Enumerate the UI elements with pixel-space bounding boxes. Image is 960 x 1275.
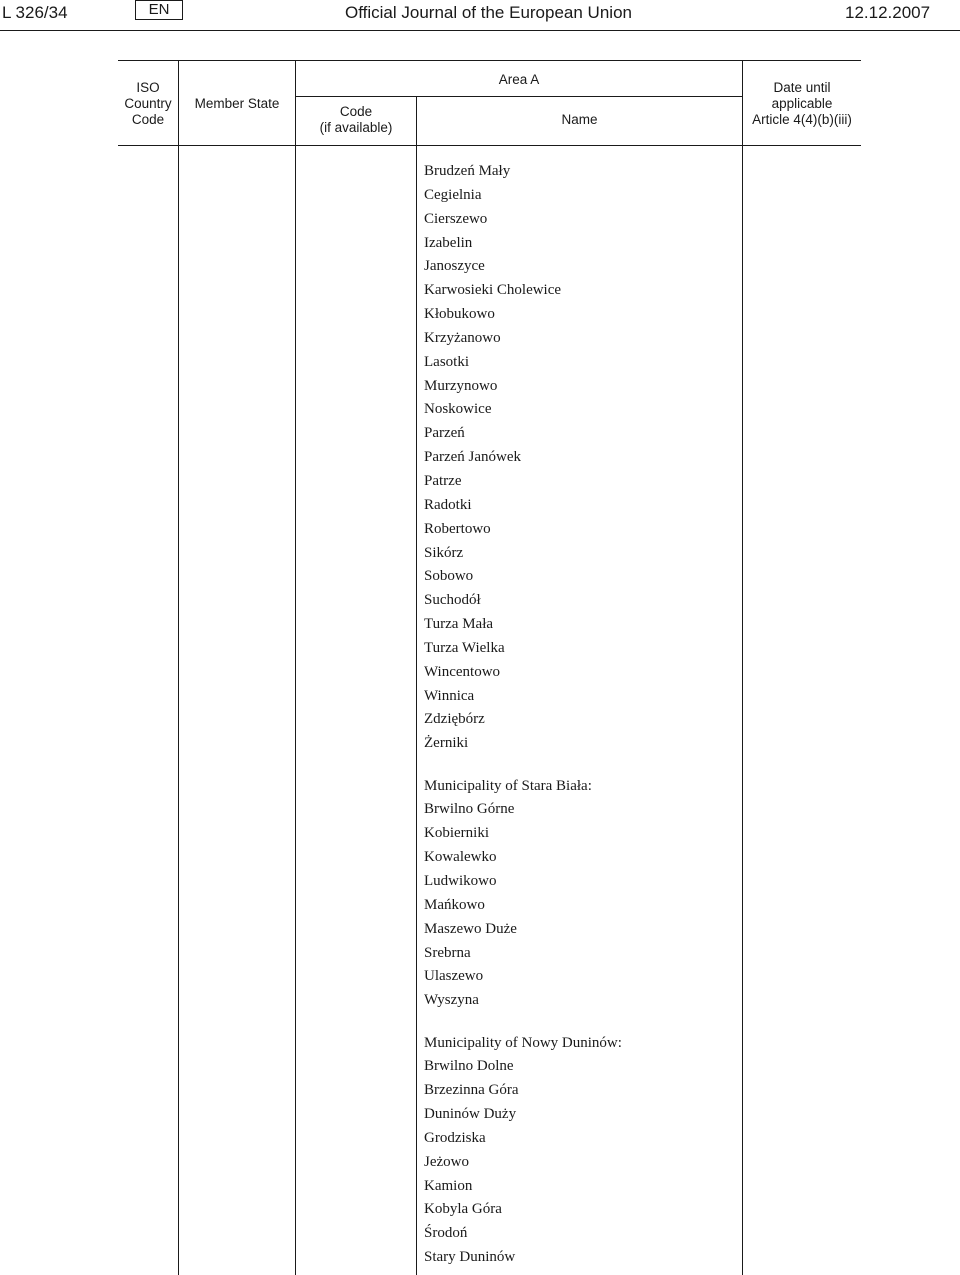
page-header bbox=[0, 0, 960, 30]
list-item: Żerniki bbox=[424, 735, 469, 752]
list-item: Ludwikowo bbox=[424, 872, 497, 889]
column-rule-member-state-body bbox=[295, 146, 296, 1275]
list-item: Suchodół bbox=[424, 592, 481, 609]
list-item: Kobyla Góra bbox=[424, 1201, 502, 1218]
area-a-header: Area A bbox=[498, 72, 540, 87]
list-item: Maszewo Duże bbox=[424, 920, 517, 937]
municipality-heading-nowy-duninow: Municipality of Nowy Duninów: bbox=[424, 1034, 622, 1051]
column-rule-code-body bbox=[416, 146, 417, 1275]
list-item: Parzeń Janówek bbox=[424, 449, 522, 466]
list-item: Ulaszewo bbox=[424, 968, 484, 985]
list-item: Winnica bbox=[424, 687, 475, 704]
list-item: Krzyżanowo bbox=[424, 329, 501, 346]
list-item: Mańkowo bbox=[424, 896, 485, 913]
language-badge: EN bbox=[135, 0, 183, 20]
list-item: Brwilno Górne bbox=[424, 801, 515, 818]
list-item: Brudzeń Mały bbox=[424, 163, 511, 179]
column-rule-code-header bbox=[416, 96, 417, 146]
list-item: Brwilno Dolne bbox=[424, 1058, 514, 1075]
list-item: Murzynowo bbox=[424, 377, 498, 394]
list-item: Sobowo bbox=[424, 568, 474, 585]
list-item: Radotki bbox=[424, 496, 472, 513]
list-item: Karwosieki Cholewice bbox=[424, 282, 562, 299]
list-item: Sikórz bbox=[424, 544, 464, 561]
column-rule-date-header bbox=[742, 60, 743, 146]
list-item: Wincentowo bbox=[424, 663, 501, 680]
list-item: Robertowo bbox=[424, 520, 491, 537]
column-rule-iso-body bbox=[178, 146, 179, 1275]
journal-title: Official Journal of the European Union bbox=[345, 3, 632, 22]
list-item: Janoszyce bbox=[424, 258, 485, 275]
column-rule-member-state-header bbox=[295, 60, 296, 146]
list-item: Turza Wielka bbox=[424, 639, 505, 656]
list-item: Kowalewko bbox=[424, 849, 497, 866]
name-header: Name bbox=[561, 112, 598, 127]
table-header-bottom-rule bbox=[118, 145, 861, 146]
member-state-header: Member State bbox=[194, 96, 280, 111]
list-item: Zdziębórz bbox=[424, 711, 485, 728]
list-item: Noskowice bbox=[424, 401, 492, 418]
list-item: Wyszyna bbox=[424, 992, 479, 1009]
column-rule-iso bbox=[178, 60, 179, 146]
list-item: Parzeń bbox=[424, 425, 465, 442]
list-item: Stary Duninów bbox=[424, 1249, 516, 1266]
list-item: Kłobukowo bbox=[424, 306, 495, 323]
municipality-heading-stara-biala: Municipality of Stara Biała: bbox=[424, 777, 592, 794]
table-top-rule bbox=[118, 60, 861, 61]
list-item: Cegielnia bbox=[424, 186, 482, 203]
list-item: Grodziska bbox=[424, 1129, 486, 1146]
page-reference: L 326/34 bbox=[2, 3, 68, 22]
list-item: Turza Mała bbox=[424, 616, 494, 633]
column-rule-name-body bbox=[742, 146, 743, 1275]
list-item: Srebrna bbox=[424, 944, 471, 961]
header-divider bbox=[0, 30, 960, 31]
list-item: Kamion bbox=[424, 1177, 473, 1194]
list-item: Kobierniki bbox=[424, 825, 489, 842]
area-a-rule bbox=[296, 96, 742, 97]
list-item: Cierszewo bbox=[424, 210, 488, 227]
list-item: Izabelin bbox=[424, 234, 473, 251]
list-item: Lasotki bbox=[424, 353, 469, 370]
code-header: Code (if available) bbox=[319, 104, 393, 135]
list-item: Patrze bbox=[424, 472, 462, 489]
list-item: Środoń bbox=[424, 1225, 468, 1242]
list-item: Jeżowo bbox=[424, 1153, 469, 1170]
date-until-applicable-header: Date until applicable Article 4(4)(b)(iii) bbox=[752, 80, 852, 127]
publication-date: 12.12.2007 bbox=[845, 3, 931, 22]
iso-country-code-header: ISO Country Code bbox=[124, 80, 172, 127]
list-item: Brzezinna Góra bbox=[424, 1082, 519, 1099]
list-item: Duninów Duży bbox=[424, 1106, 517, 1123]
area-name-list bbox=[424, 160, 740, 1270]
